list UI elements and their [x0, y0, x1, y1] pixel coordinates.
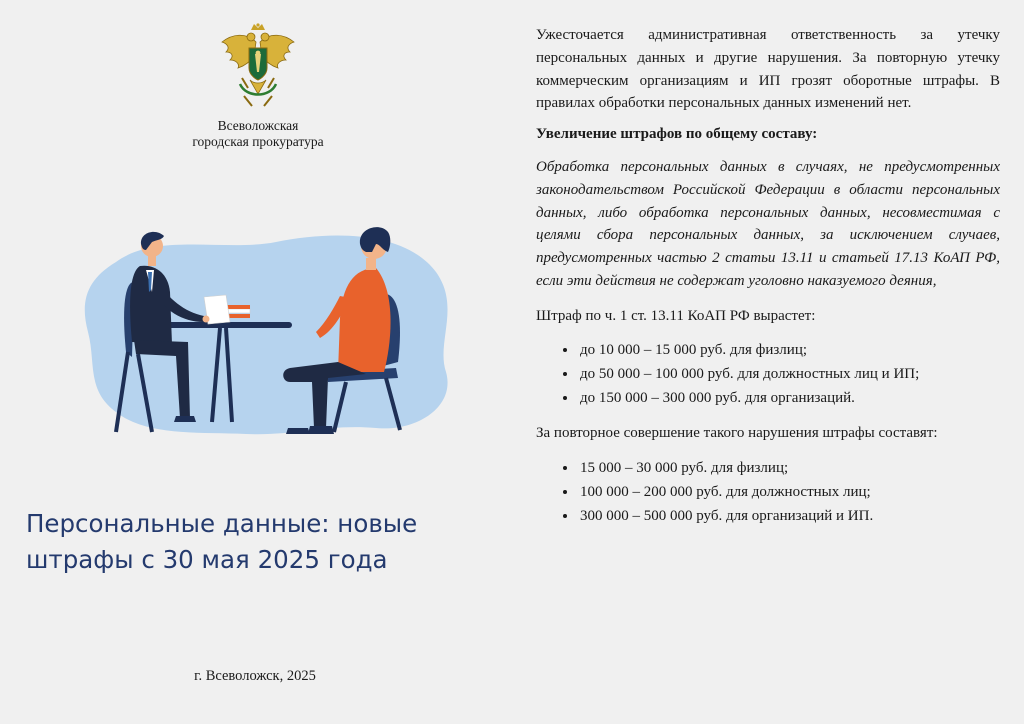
- document-title: Персональные данные: новые штрафы с 30 мая 2025 года: [26, 509, 418, 574]
- list-item: • до 10 000 – 15 000 руб. для физлиц;: [578, 338, 1000, 362]
- list-item: • 300 000 – 500 000 руб. для организаций и ИП.: [578, 504, 1000, 528]
- left-column: [0, 0, 510, 724]
- fines-subheading: Увеличение штрафов по общему составу:: [536, 126, 818, 143]
- job-interview-illustration: [76, 222, 456, 454]
- org-name-line-1: Всеволожская: [217, 118, 299, 133]
- org-name: [150, 118, 366, 150]
- list-item: • 15 000 – 30 000 руб. для физлиц;: [578, 456, 1000, 480]
- repeat-fines-list: [536, 456, 1000, 528]
- fines-list: [536, 338, 1000, 410]
- intro-paragraph: Ужесточается административная ответственность за утечку персональных данных и другие нарушения. За повторную утечку коммерческим организациям и ИП грозят оборотные штрафы. В правилах обработки персональных данных изменений нет.: [536, 27, 1000, 112]
- right-column: [536, 24, 1000, 540]
- double-headed-eagle-emblem-icon: [218, 22, 298, 108]
- repeat-violation-text: За повторное совершение такого нарушения штрафы составят:: [536, 424, 938, 441]
- list-item: • до 150 000 – 300 000 руб. для организаций.: [578, 386, 1000, 410]
- list-item: • 100 000 – 200 000 руб. для должностных лиц;: [578, 480, 1000, 504]
- violation-description: Обработка персональных данных в случаях, не предусмотренных законодательством Российской Федерации в области персональных данных, либо обработка персональных данных, несовместимая с целями сбора персональных данных, за исключением случаев, предусмотренных частью 2 статьи 13.11 и статьей 17.13 КоАП РФ, если эти действия не содержат уголовно наказуемого деяния,: [536, 158, 1000, 289]
- org-name-line-2: городская прокуратура: [192, 134, 324, 149]
- list-item: • до 50 000 – 100 000 руб. для должностных лиц и ИП;: [578, 362, 1000, 386]
- place-and-year: г. Всеволожск, 2025: [194, 668, 316, 684]
- fine-intro-line: Штраф по ч. 1 ст. 13.11 КоАП РФ вырастет:: [536, 307, 816, 324]
